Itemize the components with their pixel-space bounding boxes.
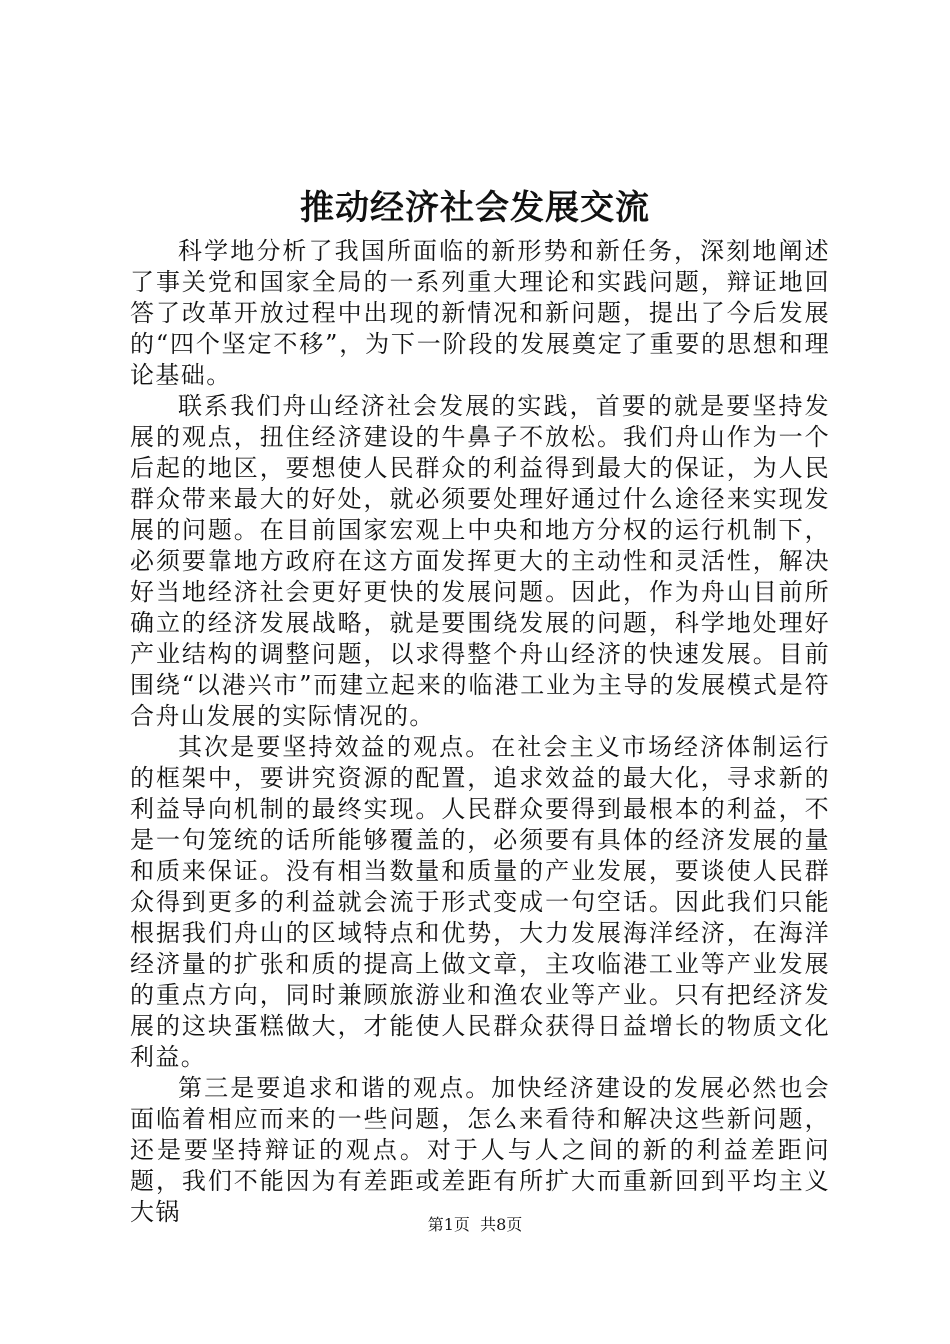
paragraph-4: 第三是要追求和谐的观点。加快经济建设的发展必然也会面临着相应而来的一些问题，怎么来看待和解决这些新问题，还是要坚持辩证的观点。对于人与人之间的新的利益差距问题，我们不能因为有差距或差距有所扩大而重新回到平均主义大锅: [130, 1074, 830, 1226]
document-body: [130, 236, 830, 1228]
page-number: 第1页: [427, 1215, 470, 1234]
paragraph-1: 科学地分析了我国所面临的新形势和新任务，深刻地阐述了事关党和国家全局的一系列重大理论和实践问题，辩证地回答了改革开放过程中出现的新情况和新问题，提出了今后发展的“四个坚定不移”，为下一阶段的发展奠定了重要的思想和理论基础。: [130, 237, 830, 389]
document-title: 推动经济社会发展交流: [300, 188, 650, 228]
footer-spacer: [470, 1215, 480, 1234]
paragraph-2: 联系我们舟山经济社会发展的实践，首要的就是要坚持发展的观点，扭住经济建设的牛鼻子不放松。我们舟山作为一个后起的地区，要想使人民群众的利益得到最大的保证，为人民群众带来最大的好处，就必须要处理好通过什么途径来实现发展的问题。在目前国家宏观上中央和地方分权的运行机制下，必须要靠地方政府在这方面发挥更大的主动性和灵活性，解决好当地经济社会更好更快的发展问题。因此，作为舟山目前所确立的经济发展战略，就是要围绕发展的问题，科学地处理好产业结构的调整问题，以求得整个舟山经济的快速发展。目前围绕“以港兴市”而建立起来的临港工业为主导的发展模式是符合舟山发展的实际情况的。: [130, 392, 830, 730]
page-total: 共8页: [480, 1215, 523, 1234]
page-footer: [0, 1214, 950, 1236]
paragraph-3: 其次是要坚持效益的观点。在社会主义市场经济体制运行的框架中，要讲究资源的配置，追求效益的最大化，寻求新的利益导向机制的最终实现。人民群众要得到最根本的利益，不是一句笼统的话所能够覆盖的，必须要有具体的经济发展的量和质来保证。没有相当数量和质量的产业发展，要谈使人民群众得到更多的利益就会流于形式变成一句空话。因此我们只能根据我们舟山的区域特点和优势，大力发展海洋经济，在海洋经济量的扩张和质的提高上做文章，主攻临港工业等产业发展的重点方向，同时兼顾旅游业和渔农业等产业。只有把经济发展的这块蛋糕做大，才能使人民群众获得日益增长的物质文化利益。: [130, 733, 830, 1071]
